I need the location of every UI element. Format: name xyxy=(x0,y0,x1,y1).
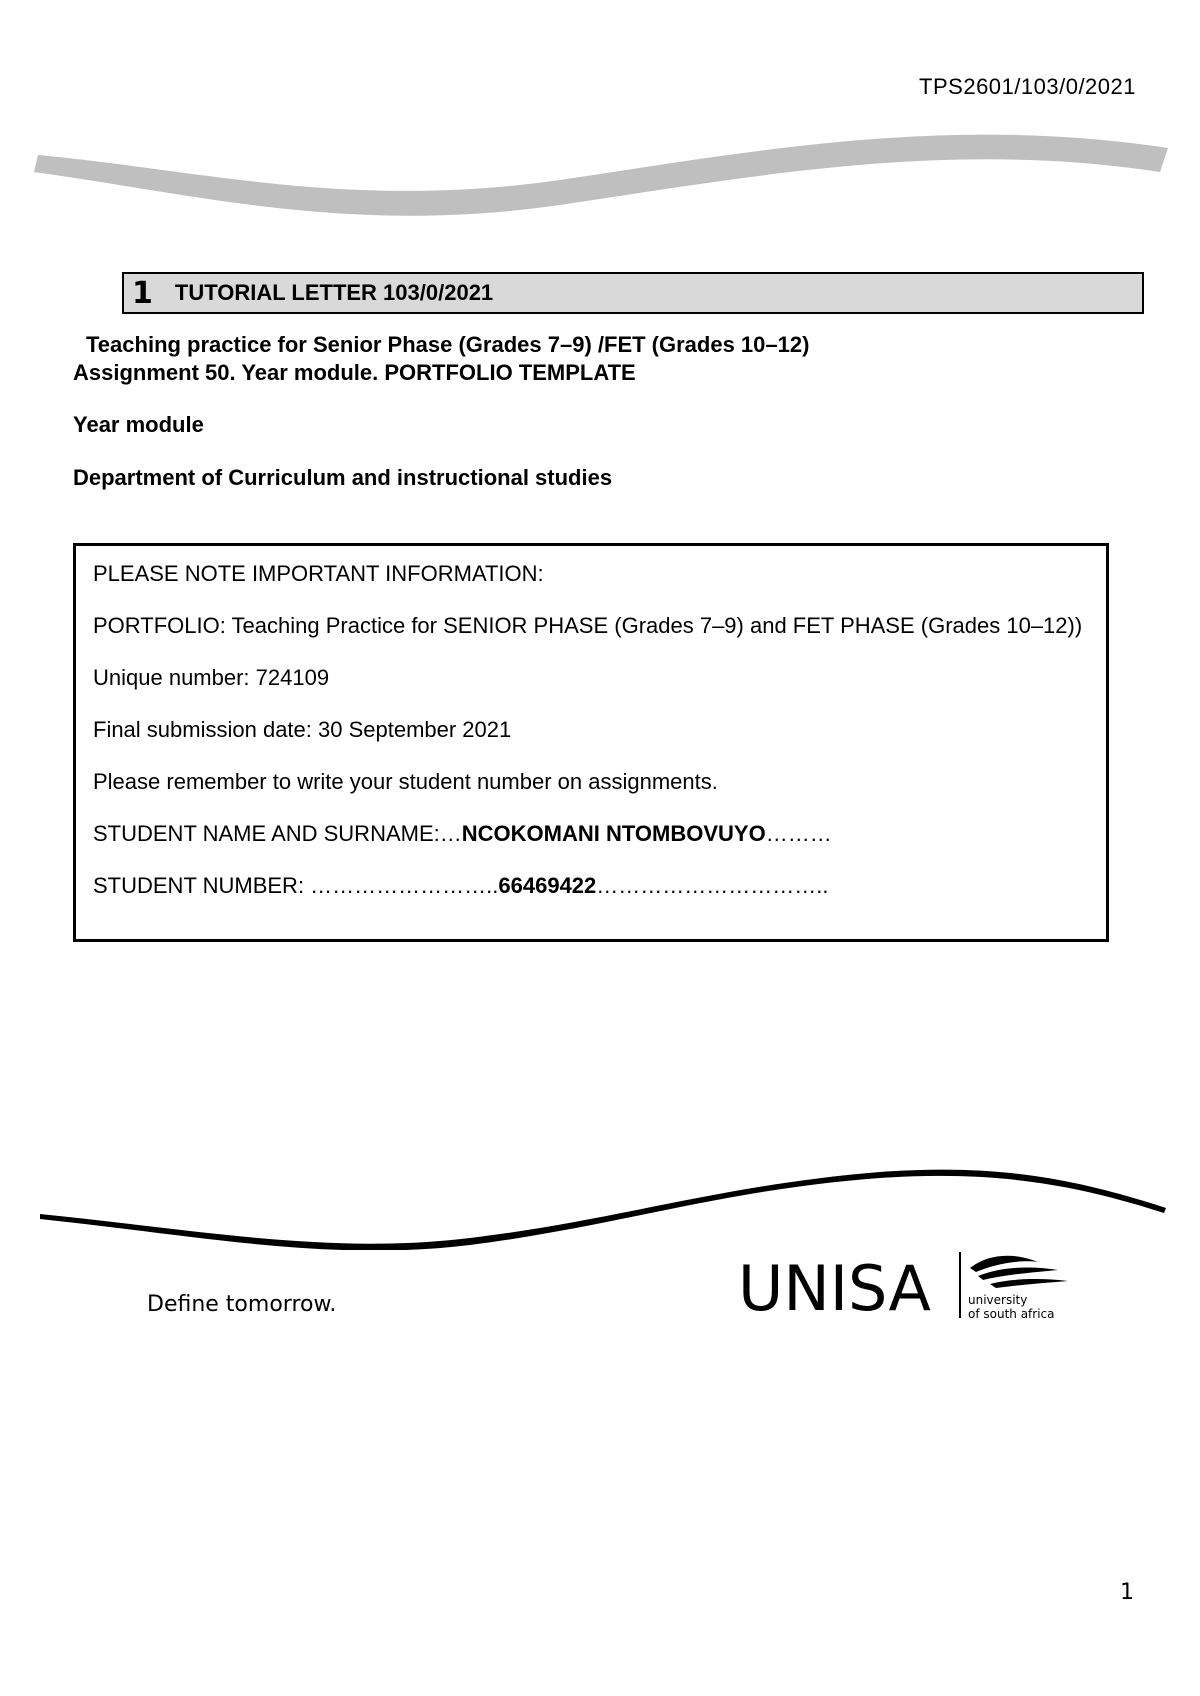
unisa-logo xyxy=(738,1248,1078,1322)
info-reminder: Please remember to write your student number on assignments. xyxy=(93,769,718,794)
bottom-wave-decoration xyxy=(0,1160,1200,1250)
title-number: 1 xyxy=(132,275,153,311)
info-note: PLEASE NOTE IMPORTANT INFORMATION: xyxy=(93,561,544,586)
top-wave-decoration xyxy=(0,100,1200,220)
subtitle-module: Year module xyxy=(73,412,204,437)
subtitle-department: Department of Curriculum and instructional studies xyxy=(73,465,613,490)
subtitle-course: Teaching practice for Senior Phase (Grades 7–9) /FET (Grades 10–12) xyxy=(86,332,810,357)
info-portfolio: PORTFOLIO: Teaching Practice for SENIOR PHASE (Grades 7–9) and FET PHASE (Grades 10–12)) xyxy=(93,613,1083,638)
student-name-trailer: ……… xyxy=(765,821,832,846)
info-submission-date: Final submission date: 30 September 2021 xyxy=(93,717,512,742)
student-number-trailer: ………………………….. xyxy=(596,873,829,898)
student-name-value: NCOKOMANI NTOMBOVUYO xyxy=(461,821,766,846)
student-number-value: 66469422 xyxy=(498,873,597,898)
title-text: TUTORIAL LETTER 103/0/2021 xyxy=(174,280,494,305)
important-info-box xyxy=(73,543,1109,942)
logo-emblem-icon xyxy=(970,1256,1068,1288)
tagline: Define tomorrow. xyxy=(147,1292,337,1317)
title-box xyxy=(122,272,1144,314)
info-unique-number: Unique number: 724109 xyxy=(93,665,330,690)
student-name-line xyxy=(93,818,1090,850)
student-number-line xyxy=(93,870,1090,902)
subtitle-assignment: Assignment 50. Year module. PORTFOLIO TEMPLATE xyxy=(73,360,636,385)
student-number-label: STUDENT NUMBER: …………………….. xyxy=(93,873,499,898)
logo-wordmark: UNISA xyxy=(738,1252,931,1322)
student-name-label: STUDENT NAME AND SURNAME:… xyxy=(93,821,462,846)
document-code: TPS2601/103/0/2021 xyxy=(919,74,1136,99)
page-number: 1 xyxy=(1120,1580,1134,1605)
logo-subtitle-2: of south africa xyxy=(968,1307,1055,1321)
logo-subtitle-1: university xyxy=(968,1293,1028,1307)
